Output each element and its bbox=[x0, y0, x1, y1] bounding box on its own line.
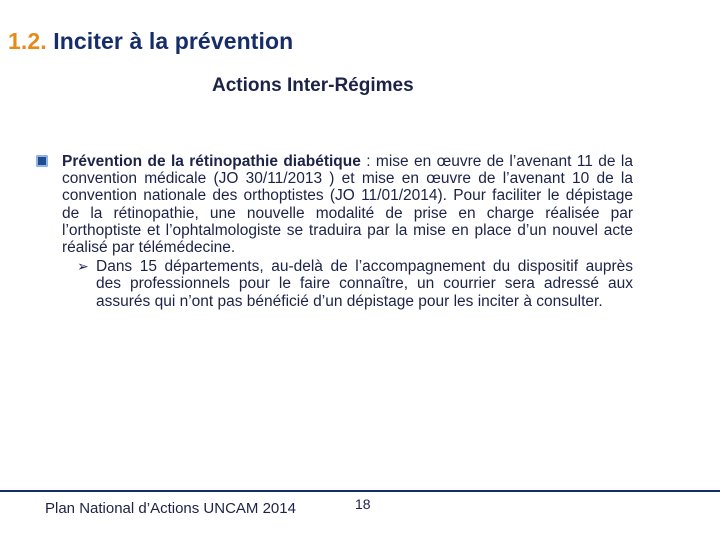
bullet-item bbox=[36, 153, 633, 256]
page-number: 18 bbox=[355, 496, 371, 512]
subbullet-text: Dans 15 départements, au-delà de l’accompagnement du dispositif auprès des professionnels pour le faire connaître, un courrier sera adressé aux assurés qui n’ont pas bénéficié d’un dépistage pour les inciter à consulter. bbox=[96, 258, 633, 310]
page-title bbox=[8, 28, 293, 55]
section-title: Inciter à la prévention bbox=[53, 28, 294, 54]
main-content bbox=[36, 153, 633, 310]
arrow-right-icon: ➢ bbox=[77, 258, 89, 275]
footer-text: Plan National d’Actions UNCAM 2014 bbox=[45, 500, 296, 517]
bullet-body: : mise en œuvre de l’avenant 11 de la convention médicale (JO 30/11/2013 ) et mise en œuvre de l’avenant 10 de la convention nationale des orthoptistes (JO 11/01/2014). Pour faciliter le dépistage de la rétinopathie, une nouvelle modalité de prise en charge réalisée par l’orthoptiste et l’ophtalmologiste se traduira par la mise en place d’un nouvel acte réalisé par télémédecine. bbox=[62, 153, 633, 257]
checkbox-square-icon bbox=[36, 155, 48, 167]
slide-subtitle: Actions Inter-Régimes bbox=[212, 75, 414, 96]
footer-divider bbox=[0, 490, 720, 492]
bullet-lead: Prévention de la rétinopathie diabétique bbox=[62, 153, 361, 170]
subbullet-item bbox=[77, 258, 633, 310]
section-number: 1.2. bbox=[8, 28, 47, 54]
